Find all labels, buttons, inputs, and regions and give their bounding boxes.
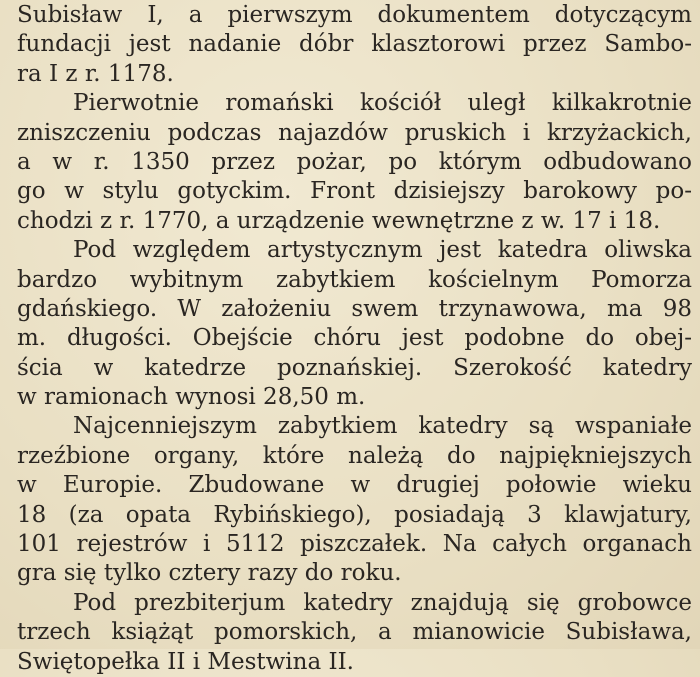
- text-line: bardzo wybitnym zabytkiem kościelnym Pomorza: [17, 266, 692, 293]
- text-line: zniszczeniu podczas najazdów pruskich i krzyżackich,: [17, 119, 692, 146]
- text-line: go w stylu gotyckim. Front dzisiejszy barokowy po-: [17, 178, 692, 205]
- text-line: ścia w katedrze poznańskiej. Szerokość katedry: [17, 354, 692, 381]
- text-line: Subisław I, a pierwszym dokumentem dotyczącym: [17, 2, 692, 28]
- text-line: fundacji jest nadanie dóbr klasztorowi przez Sambo-: [17, 31, 692, 58]
- text-line: w Europie. Zbudowane w drugiej połowie wieku: [17, 472, 692, 499]
- paragraph-organs: [17, 412, 692, 588]
- text-line: rzeźbione organy, które należą do najpiękniejszych: [17, 442, 692, 469]
- text-line: ra I z r. 1178.: [17, 60, 174, 87]
- text-line: trzech książąt pomorskich, a mianowicie Subisława,: [17, 619, 692, 646]
- text-line: 18 (za opata Rybińskiego), posiadają 3 klawjatury,: [17, 501, 692, 528]
- text-line: Najcenniejszym zabytkiem katedry są wspaniałe: [73, 413, 692, 440]
- text-line: w ramionach wynosi 28,50 m.: [17, 384, 366, 411]
- text-line: Pod prezbiterjum katedry znajdują się grobowce: [73, 589, 692, 616]
- text-line: gdańskiego. W założeniu swem trzynawowa, ma 98: [17, 295, 692, 322]
- text-line: Pierwotnie romański kościół uległ kilkakrotnie: [73, 90, 692, 117]
- text-line: gra się tylko cztery razy do roku.: [17, 560, 402, 587]
- text-line: a w r. 1350 przez pożar, po którym odbudowano: [17, 148, 692, 175]
- text-line: Swiętopełka II i Mestwina II.: [17, 648, 354, 675]
- paragraph-foundation: [17, 1, 692, 89]
- text-line: chodzi z r. 1770, a urządzenie wewnętrzne z w. 17 i 18.: [17, 207, 661, 234]
- text-line: m. długości. Obejście chóru jest podobne do obej-: [17, 325, 692, 352]
- paragraph-romanesque-church: [17, 89, 692, 236]
- text-line: 101 rejestrów i 5112 piszczałek. Na całych organach: [17, 531, 692, 558]
- text-line: Pod względem artystycznym jest katedra oliwska: [73, 237, 692, 264]
- paragraph-tombs: [17, 589, 692, 677]
- paragraph-artistic-value: [17, 236, 692, 412]
